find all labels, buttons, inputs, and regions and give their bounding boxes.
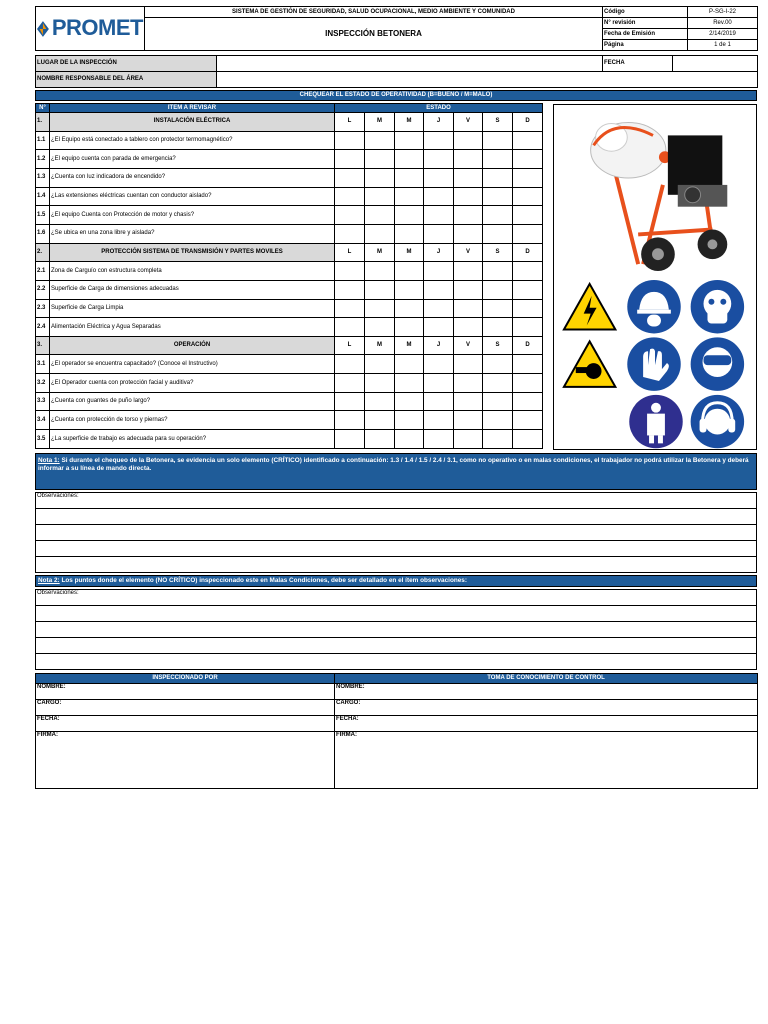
item-text: ¿Cuenta con protección de torso y piernas? [50,411,335,430]
day-header: D [513,336,543,355]
item-text: ¿La superficie de trabajo es adecuada para su operación? [50,430,335,449]
note2-text: Los puntos donde el elemento (NO CRÍTICO) inspeccionado este en Malas Condiciones, debe ser detallado en el ítem observaciones: [59,577,467,584]
item-text: Superficie de Carga de dimensiones adecuadas [50,280,335,299]
checklist-item-row [36,168,543,187]
status-cell[interactable] [335,430,365,449]
status-cell[interactable] [513,280,543,299]
day-header: V [454,336,483,355]
day-header: M [395,336,424,355]
item-num: 1.2 [36,150,50,169]
note1-section [35,453,757,573]
status-cell[interactable] [454,262,483,281]
status-cell[interactable] [483,318,513,337]
status-cell[interactable] [365,187,395,206]
observaciones-label: Observaciones: [36,590,757,606]
checklist-item-row [36,187,543,206]
status-cell[interactable] [395,280,424,299]
status-cell[interactable] [513,299,543,318]
control-fecha-field[interactable]: FECHA: [335,716,758,732]
promet-logo-icon [37,17,49,41]
meta-label: Fecha de Emisión [603,29,688,40]
acknowledgment-header: TOMA DE CONOCIMIENTO DE CONTROL [335,674,758,684]
day-header: M [395,243,424,262]
status-cell[interactable] [365,150,395,169]
status-cell[interactable] [395,430,424,449]
status-cell[interactable] [454,206,483,225]
observation-line[interactable] [36,509,757,525]
status-cell[interactable] [365,280,395,299]
control-firma-field[interactable]: FIRMA: [335,732,758,789]
checklist-item-row [36,206,543,225]
section-num: 2. [36,243,50,262]
status-cell[interactable] [335,224,365,243]
status-cell[interactable] [335,168,365,187]
status-cell[interactable] [424,131,454,150]
col-num-header: N° [36,104,50,113]
responsable-field[interactable] [217,72,758,88]
status-cell[interactable] [454,168,483,187]
status-cell[interactable] [483,224,513,243]
day-header: J [424,336,454,355]
mixer-drum [591,123,671,178]
note2-label: Nota 2: [38,577,60,584]
section-header-row [36,243,543,262]
item-num: 3.3 [36,392,50,411]
meta-label: N° revisión [603,18,688,29]
status-cell[interactable] [335,411,365,430]
status-cell[interactable] [335,150,365,169]
note1 [36,454,757,490]
status-cell[interactable] [395,224,424,243]
gloves-required-icon [627,337,680,390]
inspector-firma-field[interactable]: FIRMA: [36,732,335,789]
status-cell[interactable] [454,355,483,374]
status-cell[interactable] [483,206,513,225]
status-cell[interactable] [424,318,454,337]
checklist-item-row [36,280,543,299]
status-cell[interactable] [483,262,513,281]
status-cell[interactable] [365,355,395,374]
checklist-item-row [36,299,543,318]
item-num: 3.1 [36,355,50,374]
status-cell[interactable] [335,374,365,393]
day-header: M [365,336,395,355]
status-cell[interactable] [424,187,454,206]
day-header: D [513,243,543,262]
status-cell[interactable] [395,355,424,374]
status-cell[interactable] [513,411,543,430]
lugar-field[interactable] [217,56,603,72]
status-cell[interactable] [513,187,543,206]
status-cell[interactable] [395,411,424,430]
day-header: J [424,113,454,132]
item-num: 2.1 [36,262,50,281]
status-cell[interactable] [513,131,543,150]
status-cell[interactable] [395,392,424,411]
status-cell[interactable] [454,280,483,299]
fecha-field[interactable] [673,56,758,72]
status-cell[interactable] [395,150,424,169]
item-text: ¿Las extensiones eléctricas cuentan con conductor aislado? [50,187,335,206]
section-header-row [36,336,543,355]
item-num: 1.5 [36,206,50,225]
day-header: M [395,113,424,132]
note1-label: Nota 1: [38,457,60,464]
item-num: 3.4 [36,411,50,430]
status-cell[interactable] [395,187,424,206]
logo-cell [36,7,145,51]
item-text: Alimentación Eléctrica y Agua Separadas [50,318,335,337]
control-cargo-field[interactable]: CARGO: [335,700,758,716]
crush-hazard-icon [564,341,615,387]
status-cell[interactable] [335,392,365,411]
status-cell[interactable] [513,355,543,374]
apron-required-icon [629,395,682,448]
day-header: V [454,243,483,262]
status-cell[interactable] [454,224,483,243]
status-cell[interactable] [454,411,483,430]
day-header: M [365,243,395,262]
item-text: Zona de Carguío con estructura completa [50,262,335,281]
item-text: ¿El operador se encuentra capacitado? (Conoce el Instructivo) [50,355,335,374]
checklist-table [35,103,542,449]
item-num: 1.3 [36,168,50,187]
status-cell[interactable] [424,280,454,299]
note2 [36,576,757,587]
meta-label: Código [603,7,688,18]
status-cell[interactable] [454,392,483,411]
inspector-name-field[interactable]: NOMBRE: [36,684,335,700]
item-text: ¿Se ubica en una zona libre y aislada? [50,224,335,243]
observation-line[interactable] [36,541,757,557]
observation-line[interactable] [36,557,757,573]
signatures-section [35,673,757,789]
observaciones-label: Observaciones: [36,493,757,509]
status-cell[interactable] [424,374,454,393]
item-num: 3.5 [36,430,50,449]
section-num: 1. [36,113,50,132]
control-name-field[interactable]: NOMBRE: [335,684,758,700]
status-cell[interactable] [513,168,543,187]
status-cell[interactable] [424,430,454,449]
status-cell[interactable] [395,206,424,225]
day-header: D [513,113,543,132]
item-num: 3.2 [36,374,50,393]
status-cell[interactable] [365,392,395,411]
checklist-item-row [36,224,543,243]
checklist-item-row [36,411,543,430]
checklist-item-row [36,374,543,393]
status-cell[interactable] [365,168,395,187]
meta-value: 2/14/2019 [688,29,758,40]
item-num: 1.6 [36,224,50,243]
status-cell[interactable] [365,318,395,337]
col-item-header: ITEM A REVISAR [50,104,335,113]
status-cell[interactable] [424,411,454,430]
concrete-mixer-illustration [554,105,756,449]
meta-value: Rev.00 [688,18,758,29]
status-cell[interactable] [335,280,365,299]
status-cell[interactable] [483,430,513,449]
respirator-required-icon [691,280,744,333]
status-cell[interactable] [365,411,395,430]
status-cell[interactable] [365,131,395,150]
banner-text: CHEQUEAR EL ESTADO DE OPERATIVIDAD (B=BUENO / M=MALO) [36,91,757,101]
status-cell[interactable] [483,299,513,318]
meta-label: Página [603,40,688,51]
status-cell[interactable] [513,224,543,243]
goggles-required-icon [691,337,744,390]
responsable-label: NOMBRE RESPONSABLE DEL ÁREA [36,72,217,88]
status-cell[interactable] [365,374,395,393]
col-estado-header: ESTADO [335,104,543,113]
status-cell[interactable] [513,150,543,169]
status-cell[interactable] [395,299,424,318]
checklist-banner [35,90,757,101]
checklist-item-row [36,318,543,337]
status-cell[interactable] [483,280,513,299]
checklist-item-row [36,392,543,411]
note1-text: Si durante el chequeo de la Betonera, se evidencia un solo elemento (CRÍTICO) identificado a continuación: 1.3 / 1.4 / 1.5 / 2.4 / 3.1, como no operativo o en malas condiciones, el trabajador no podrá utilizar la Betonera y deberá informar a su línea de mando directa. [38,457,749,472]
section-num: 3. [36,336,50,355]
status-cell[interactable] [424,299,454,318]
note2-section [35,575,757,670]
meta-value: 1 de 1 [688,40,758,51]
status-cell[interactable] [335,355,365,374]
status-cell[interactable] [483,131,513,150]
status-cell[interactable] [513,318,543,337]
item-text: ¿Cuenta con guantes de puño largo? [50,392,335,411]
status-cell[interactable] [424,262,454,281]
item-text: ¿El Equipo está conectado a tablero con protector termomagnético? [50,131,335,150]
item-num: 2.3 [36,299,50,318]
status-cell[interactable] [395,131,424,150]
status-cell[interactable] [395,374,424,393]
status-cell[interactable] [395,262,424,281]
observation-line[interactable] [36,654,757,670]
observation-line[interactable] [36,622,757,638]
status-cell[interactable] [365,430,395,449]
day-header: S [483,336,513,355]
motor-box [668,135,727,206]
status-cell[interactable] [483,411,513,430]
status-cell[interactable] [335,299,365,318]
item-num: 1.4 [36,187,50,206]
brand-name: PROMET [51,15,143,41]
status-cell[interactable] [395,168,424,187]
status-cell[interactable] [335,206,365,225]
status-cell[interactable] [335,187,365,206]
electric-hazard-icon [564,284,615,330]
status-cell[interactable] [424,392,454,411]
status-cell[interactable] [513,206,543,225]
status-cell[interactable] [483,150,513,169]
status-cell[interactable] [454,187,483,206]
status-cell[interactable] [454,131,483,150]
status-cell[interactable] [454,430,483,449]
checklist-item-row [36,131,543,150]
status-cell[interactable] [454,299,483,318]
checklist-item-row [36,150,543,169]
status-cell[interactable] [513,430,543,449]
helmet-required-icon [627,280,680,333]
observation-line[interactable] [36,638,757,654]
item-text: ¿El equipo Cuenta con Protección de motor y chasis? [50,206,335,225]
status-cell[interactable] [454,318,483,337]
item-text: ¿Cuenta con luz indicadora de encendido? [50,168,335,187]
observation-line[interactable] [36,525,757,541]
status-cell[interactable] [395,318,424,337]
status-cell[interactable] [335,262,365,281]
status-cell[interactable] [513,262,543,281]
status-cell[interactable] [424,206,454,225]
document-header [35,6,757,51]
status-cell[interactable] [513,392,543,411]
status-cell[interactable] [424,224,454,243]
status-cell[interactable] [483,355,513,374]
observation-line[interactable] [36,606,757,622]
day-header: S [483,113,513,132]
system-title: SISTEMA DE GESTIÓN DE SEGURIDAD, SALUD OCUPACIONAL, MEDIO AMBIENTE Y COMUNIDAD [145,7,603,18]
status-cell[interactable] [483,392,513,411]
inspector-fecha-field[interactable]: FECHA: [36,716,335,732]
day-header: L [335,243,365,262]
item-text: ¿El Operador cuenta con protección facial y auditiva? [50,374,335,393]
lugar-label: LUGAR DE LA INSPECCIÓN [36,56,217,72]
section-title: PROTECCIÓN SISTEMA DE TRANSMISIÓN Y PARTES MOVILES [50,243,335,262]
equipment-image-panel [553,104,757,450]
day-header: V [454,113,483,132]
fecha-label: FECHA [603,56,673,72]
item-num: 2.4 [36,318,50,337]
status-cell[interactable] [335,131,365,150]
day-header: S [483,243,513,262]
section-title: OPERACIÓN [50,336,335,355]
status-cell[interactable] [424,355,454,374]
section-title: INSTALACIÓN ELÉCTRICA [50,113,335,132]
status-cell[interactable] [483,187,513,206]
inspected-by-header: INSPECCIONADO POR [36,674,335,684]
status-cell[interactable] [513,374,543,393]
status-cell[interactable] [365,262,395,281]
day-header: J [424,243,454,262]
status-cell[interactable] [483,374,513,393]
status-cell[interactable] [424,168,454,187]
status-cell[interactable] [365,299,395,318]
meta-value: P-SG-I-22 [688,7,758,18]
status-cell[interactable] [365,224,395,243]
status-cell[interactable] [365,206,395,225]
item-num: 2.2 [36,280,50,299]
status-cell[interactable] [454,150,483,169]
ear-protection-required-icon [691,395,744,448]
status-cell[interactable] [335,318,365,337]
item-num: 1.1 [36,131,50,150]
checklist-item-row [36,355,543,374]
status-cell[interactable] [424,150,454,169]
item-text: Superficie de Carga Limpia [50,299,335,318]
inspection-info [35,55,757,88]
inspector-cargo-field[interactable]: CARGO: [36,700,335,716]
doc-title: INSPECCIÓN BETONERA [145,18,603,51]
day-header: M [365,113,395,132]
day-header: L [335,336,365,355]
checklist-item-row [36,430,543,449]
day-header: L [335,113,365,132]
checklist-item-row [36,262,543,281]
status-cell[interactable] [454,374,483,393]
section-header-row [36,113,543,132]
item-text: ¿El equipo cuenta con parada de emergencia? [50,150,335,169]
status-cell[interactable] [483,168,513,187]
